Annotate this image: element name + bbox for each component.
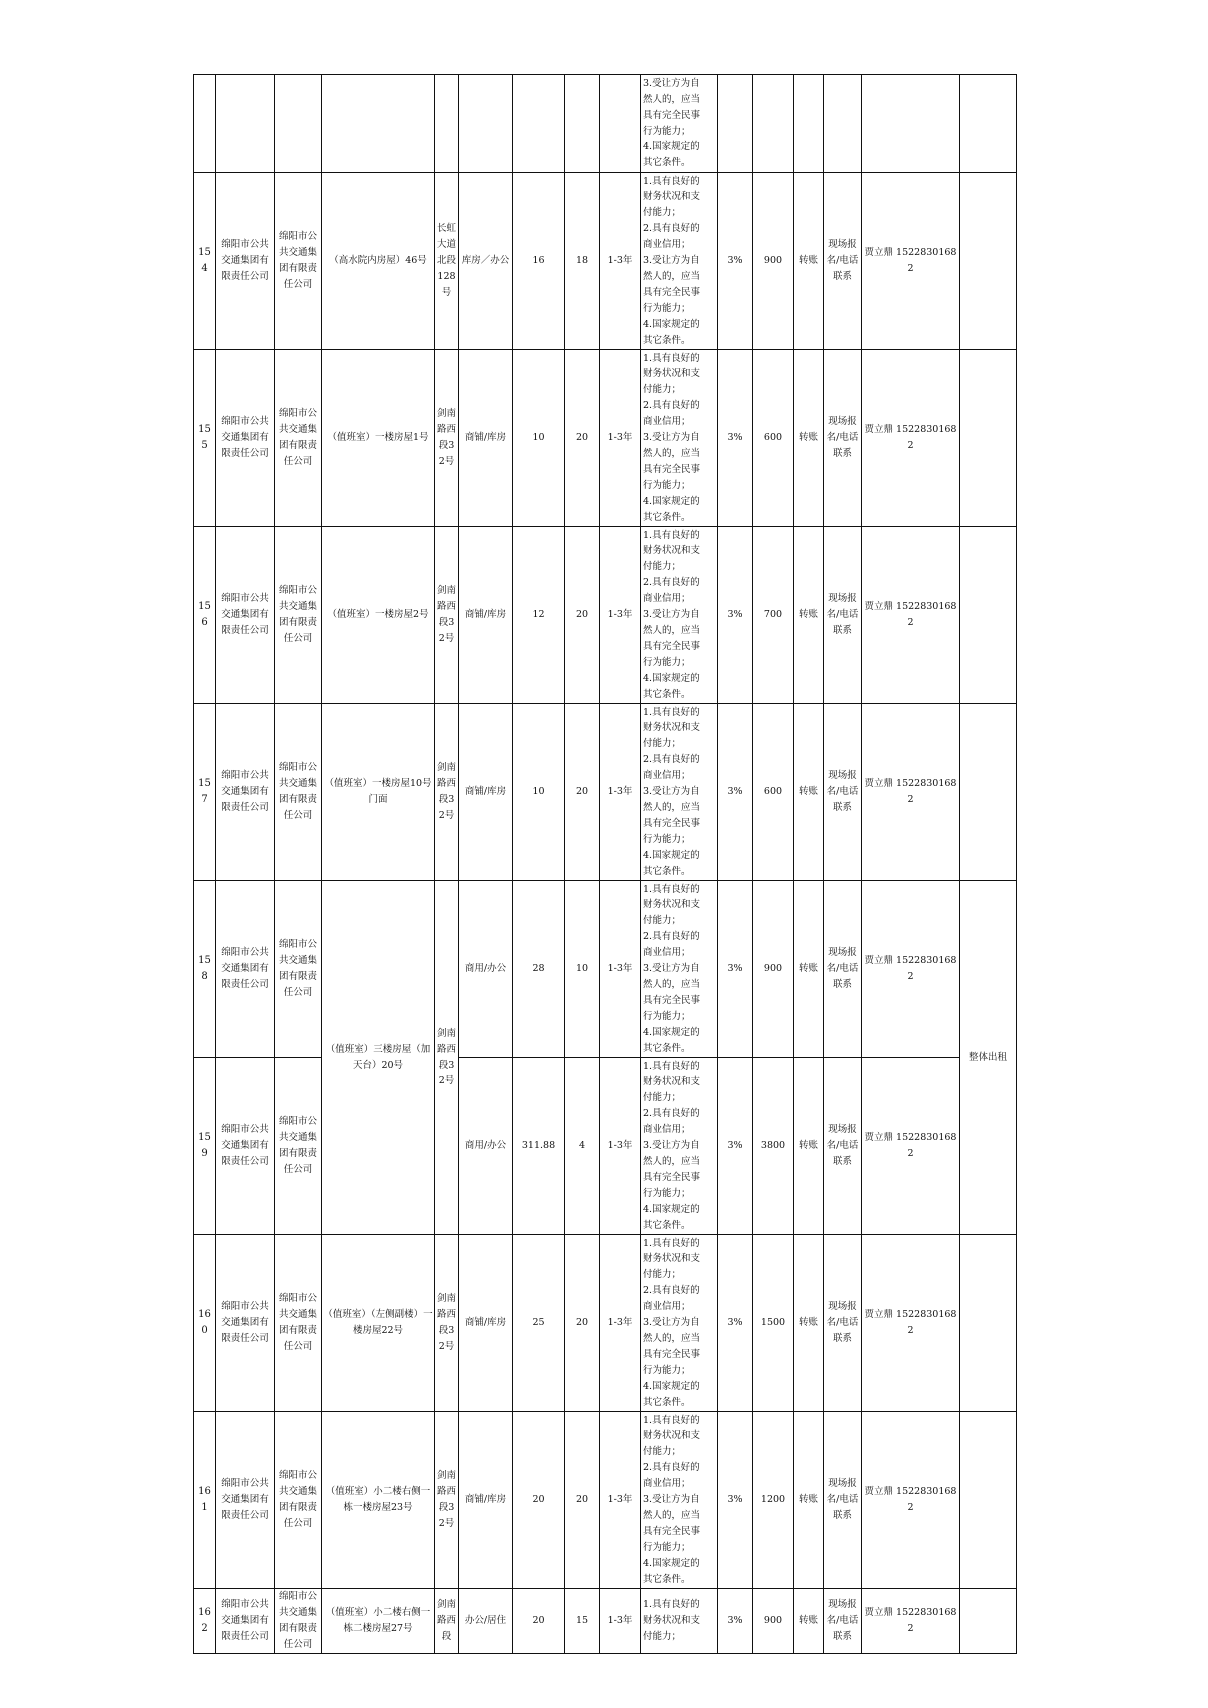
price-cell: 20 — [565, 350, 600, 527]
transferor-cell — [216, 75, 275, 173]
payment-cell: 转账 — [794, 1235, 824, 1412]
price-cell: 20 — [565, 704, 600, 881]
signup-cell: 现场报名/电话联系 — [824, 350, 862, 527]
transferor-cell: 绵阳市公共交通集团有限责任公司 — [216, 881, 275, 1058]
term-cell: 1-3年 — [600, 173, 641, 350]
deposit-cell: 3% — [718, 173, 753, 350]
contact-cell — [862, 75, 960, 173]
rent-cell: 700 — [753, 527, 794, 704]
requirements-cell: 1.具有良好的 财务状况和支 付能力； 2.具有良好的 商业信用； 3.受让方为自 然人的，应当 具有完全民事 行为能力； 4.国家规定的 其它条件。 — [641, 1235, 718, 1412]
area-cell: 311.88 — [513, 1058, 565, 1235]
requirements-cell: 1.具有良好的 财务状况和支 付能力； 2.具有良好的 商业信用； 3.受让方为自 然人的，应当 具有完全民事 行为能力； 4.国家规定的 其它条件。 — [641, 704, 718, 881]
contact-cell: 贾立鼎 15228301682 — [862, 704, 960, 881]
area-cell: 10 — [513, 350, 565, 527]
price-cell: 18 — [565, 173, 600, 350]
note-cell — [960, 527, 1017, 704]
location-cell: 剑南路西段32号 — [435, 1235, 459, 1412]
term-cell: 1-3年 — [600, 1412, 641, 1589]
use-cell: 商用/办公 — [459, 881, 513, 1058]
use-cell — [459, 75, 513, 173]
area-cell — [513, 75, 565, 173]
transferor-cell: 绵阳市公共交通集团有限责任公司 — [216, 1412, 275, 1589]
contact-cell: 贾立鼎 15228301682 — [862, 1412, 960, 1589]
property-cell: （高水院内房屋）46号 — [322, 173, 435, 350]
deposit-cell: 3% — [718, 350, 753, 527]
property-cell: （值班室）一楼房屋10号门面 — [322, 704, 435, 881]
note-cell — [960, 75, 1017, 173]
contact-cell: 贾立鼎 15228301682 — [862, 173, 960, 350]
requirements-cell: 1.具有良好的 财务状况和支 付能力； 2.具有良好的 商业信用； 3.受让方为自 然人的，应当 具有完全民事 行为能力； 4.国家规定的 其它条件。 — [641, 350, 718, 527]
note-cell — [960, 173, 1017, 350]
use-cell: 商铺/库房 — [459, 350, 513, 527]
owner-cell: 绵阳市公共交通集团有限责任公司 — [275, 1058, 322, 1235]
area-cell: 25 — [513, 1235, 565, 1412]
seq-cell: 157 — [194, 704, 216, 881]
contact-cell: 贾立鼎 15228301682 — [862, 881, 960, 1058]
owner-cell: 绵阳市公共交通集团有限责任公司 — [275, 704, 322, 881]
area-cell: 20 — [513, 1589, 565, 1654]
rental-listing-table — [193, 74, 1017, 1654]
note-cell — [960, 1589, 1017, 1654]
location-cell: 剑南路西段32号 — [435, 1412, 459, 1589]
price-cell: 4 — [565, 1058, 600, 1235]
payment-cell — [794, 75, 824, 173]
contact-cell: 贾立鼎 15228301682 — [862, 1589, 960, 1654]
transferor-cell: 绵阳市公共交通集团有限责任公司 — [216, 173, 275, 350]
deposit-cell: 3% — [718, 1589, 753, 1654]
rent-cell: 900 — [753, 1589, 794, 1654]
table-row — [194, 704, 1017, 881]
price-cell — [565, 75, 600, 173]
use-cell: 商铺/库房 — [459, 1412, 513, 1589]
owner-cell: 绵阳市公共交通集团有限责任公司 — [275, 1235, 322, 1412]
location-cell-merged: 剑南路西段32号 — [435, 881, 459, 1235]
requirements-cell: 1.具有良好的 财务状况和支 付能力； 2.具有良好的 商业信用； 3.受让方为自 然人的，应当 具有完全民事 行为能力； 4.国家规定的 其它条件。 — [641, 881, 718, 1058]
transferor-cell: 绵阳市公共交通集团有限责任公司 — [216, 1235, 275, 1412]
seq-cell: 162 — [194, 1589, 216, 1654]
owner-cell: 绵阳市公共交通集团有限责任公司 — [275, 527, 322, 704]
rent-cell: 900 — [753, 881, 794, 1058]
table-row — [194, 1235, 1017, 1412]
transferor-cell: 绵阳市公共交通集团有限责任公司 — [216, 704, 275, 881]
transferor-cell: 绵阳市公共交通集团有限责任公司 — [216, 527, 275, 704]
property-cell: （值班室）小二楼右侧一栋二楼房屋27号 — [322, 1589, 435, 1654]
deposit-cell: 3% — [718, 704, 753, 881]
table-row — [194, 881, 1017, 1058]
area-cell: 20 — [513, 1412, 565, 1589]
payment-cell: 转账 — [794, 527, 824, 704]
table-row — [194, 1589, 1017, 1654]
signup-cell: 现场报名/电话联系 — [824, 704, 862, 881]
area-cell: 10 — [513, 704, 565, 881]
payment-cell: 转账 — [794, 1412, 824, 1589]
note-cell — [960, 350, 1017, 527]
location-cell: 剑南路西段32号 — [435, 350, 459, 527]
transferor-cell: 绵阳市公共交通集团有限责任公司 — [216, 1589, 275, 1654]
rent-cell: 3800 — [753, 1058, 794, 1235]
seq-cell: 155 — [194, 350, 216, 527]
location-cell: 剑南路西段32号 — [435, 527, 459, 704]
note-cell — [960, 1412, 1017, 1589]
contact-cell: 贾立鼎 15228301682 — [862, 1058, 960, 1235]
table-row — [194, 1058, 1017, 1235]
price-cell: 10 — [565, 881, 600, 1058]
term-cell: 1-3年 — [600, 527, 641, 704]
seq-cell: 158 — [194, 881, 216, 1058]
requirements-cell: 1.具有良好的 财务状况和支 付能力； 2.具有良好的 商业信用； 3.受让方为自 然人的，应当 具有完全民事 行为能力； 4.国家规定的 其它条件。 — [641, 1412, 718, 1589]
deposit-cell — [718, 75, 753, 173]
signup-cell: 现场报名/电话联系 — [824, 527, 862, 704]
rent-cell — [753, 75, 794, 173]
contact-cell: 贾立鼎 15228301682 — [862, 1235, 960, 1412]
term-cell: 1-3年 — [600, 1589, 641, 1654]
location-cell — [435, 75, 459, 173]
rent-cell: 1500 — [753, 1235, 794, 1412]
requirements-cell: 1.具有良好的 财务状况和支 付能力； 2.具有良好的 商业信用； 3.受让方为自 然人的，应当 具有完全民事 行为能力； 4.国家规定的 其它条件。 — [641, 173, 718, 350]
use-cell: 库房／办公 — [459, 173, 513, 350]
property-cell — [322, 75, 435, 173]
payment-cell: 转账 — [794, 350, 824, 527]
transferor-cell: 绵阳市公共交通集团有限责任公司 — [216, 350, 275, 527]
price-cell: 20 — [565, 1412, 600, 1589]
payment-cell: 转账 — [794, 881, 824, 1058]
deposit-cell: 3% — [718, 881, 753, 1058]
term-cell: 1-3年 — [600, 350, 641, 527]
note-cell — [960, 704, 1017, 881]
owner-cell: 绵阳市公共交通集团有限责任公司 — [275, 173, 322, 350]
term-cell: 1-3年 — [600, 1235, 641, 1412]
property-cell-merged: （值班室）三楼房屋（加天台）20号 — [322, 881, 435, 1235]
area-cell: 16 — [513, 173, 565, 350]
use-cell: 办公/居住 — [459, 1589, 513, 1654]
signup-cell: 现场报名/电话联系 — [824, 1235, 862, 1412]
rent-cell: 600 — [753, 350, 794, 527]
property-cell: （值班室）（左侧副楼）一楼房屋22号 — [322, 1235, 435, 1412]
seq-cell: 160 — [194, 1235, 216, 1412]
location-cell: 剑南路西段 — [435, 1589, 459, 1654]
property-cell: （值班室）一楼房屋1号 — [322, 350, 435, 527]
seq-cell — [194, 75, 216, 173]
owner-cell: 绵阳市公共交通集团有限责任公司 — [275, 881, 322, 1058]
payment-cell: 转账 — [794, 1058, 824, 1235]
property-cell: （值班室）一楼房屋2号 — [322, 527, 435, 704]
location-cell: 长虹大道北段128号 — [435, 173, 459, 350]
deposit-cell: 3% — [718, 1058, 753, 1235]
table-row — [194, 527, 1017, 704]
owner-cell: 绵阳市公共交通集团有限责任公司 — [275, 1412, 322, 1589]
requirements-cell: 1.具有良好的 财务状况和支 付能力； 2.具有良好的 商业信用； 3.受让方为自 然人的，应当 具有完全民事 行为能力； 4.国家规定的 其它条件。 — [641, 1058, 718, 1235]
seq-cell: 154 — [194, 173, 216, 350]
table-row — [194, 173, 1017, 350]
owner-cell: 绵阳市公共交通集团有限责任公司 — [275, 350, 322, 527]
use-cell: 商铺/库房 — [459, 1235, 513, 1412]
deposit-cell: 3% — [718, 1412, 753, 1589]
requirements-cell: 1.具有良好的 财务状况和支 付能力； — [641, 1589, 718, 1654]
payment-cell: 转账 — [794, 173, 824, 350]
contact-cell: 贾立鼎 15228301682 — [862, 527, 960, 704]
signup-cell: 现场报名/电话联系 — [824, 881, 862, 1058]
payment-cell: 转账 — [794, 1589, 824, 1654]
area-cell: 12 — [513, 527, 565, 704]
contact-cell: 贾立鼎 15228301682 — [862, 350, 960, 527]
requirements-cell: 1.具有良好的 财务状况和支 付能力； 2.具有良好的 商业信用； 3.受让方为自 然人的，应当 具有完全民事 行为能力； 4.国家规定的 其它条件。 — [641, 527, 718, 704]
note-cell — [960, 1235, 1017, 1412]
note-cell-merged: 整体出租 — [960, 881, 1017, 1235]
transferor-cell: 绵阳市公共交通集团有限责任公司 — [216, 1058, 275, 1235]
use-cell: 商铺/库房 — [459, 704, 513, 881]
seq-cell: 161 — [194, 1412, 216, 1589]
seq-cell: 156 — [194, 527, 216, 704]
owner-cell: 绵阳市公共交通集团有限责任公司 — [275, 1589, 322, 1654]
signup-cell: 现场报名/电话联系 — [824, 173, 862, 350]
deposit-cell: 3% — [718, 527, 753, 704]
table-row — [194, 1412, 1017, 1589]
table-row — [194, 350, 1017, 527]
property-cell: （值班室）小二楼右侧一栋一楼房屋23号 — [322, 1412, 435, 1589]
owner-cell — [275, 75, 322, 173]
payment-cell: 转账 — [794, 704, 824, 881]
term-cell — [600, 75, 641, 173]
term-cell: 1-3年 — [600, 881, 641, 1058]
signup-cell — [824, 75, 862, 173]
location-cell: 剑南路西段32号 — [435, 704, 459, 881]
signup-cell: 现场报名/电话联系 — [824, 1058, 862, 1235]
price-cell: 20 — [565, 1235, 600, 1412]
rent-cell: 1200 — [753, 1412, 794, 1589]
term-cell: 1-3年 — [600, 1058, 641, 1235]
signup-cell: 现场报名/电话联系 — [824, 1412, 862, 1589]
use-cell: 商铺/库房 — [459, 527, 513, 704]
signup-cell: 现场报名/电话联系 — [824, 1589, 862, 1654]
area-cell: 28 — [513, 881, 565, 1058]
rent-cell: 600 — [753, 704, 794, 881]
seq-cell: 159 — [194, 1058, 216, 1235]
price-cell: 20 — [565, 527, 600, 704]
rent-cell: 900 — [753, 173, 794, 350]
table-row-continuation — [194, 75, 1017, 173]
term-cell: 1-3年 — [600, 704, 641, 881]
price-cell: 15 — [565, 1589, 600, 1654]
deposit-cell: 3% — [718, 1235, 753, 1412]
requirements-cell: 3.受让方为自 然人的，应当 具有完全民事 行为能力； 4.国家规定的 其它条件。 — [641, 75, 718, 173]
use-cell: 商用/办公 — [459, 1058, 513, 1235]
